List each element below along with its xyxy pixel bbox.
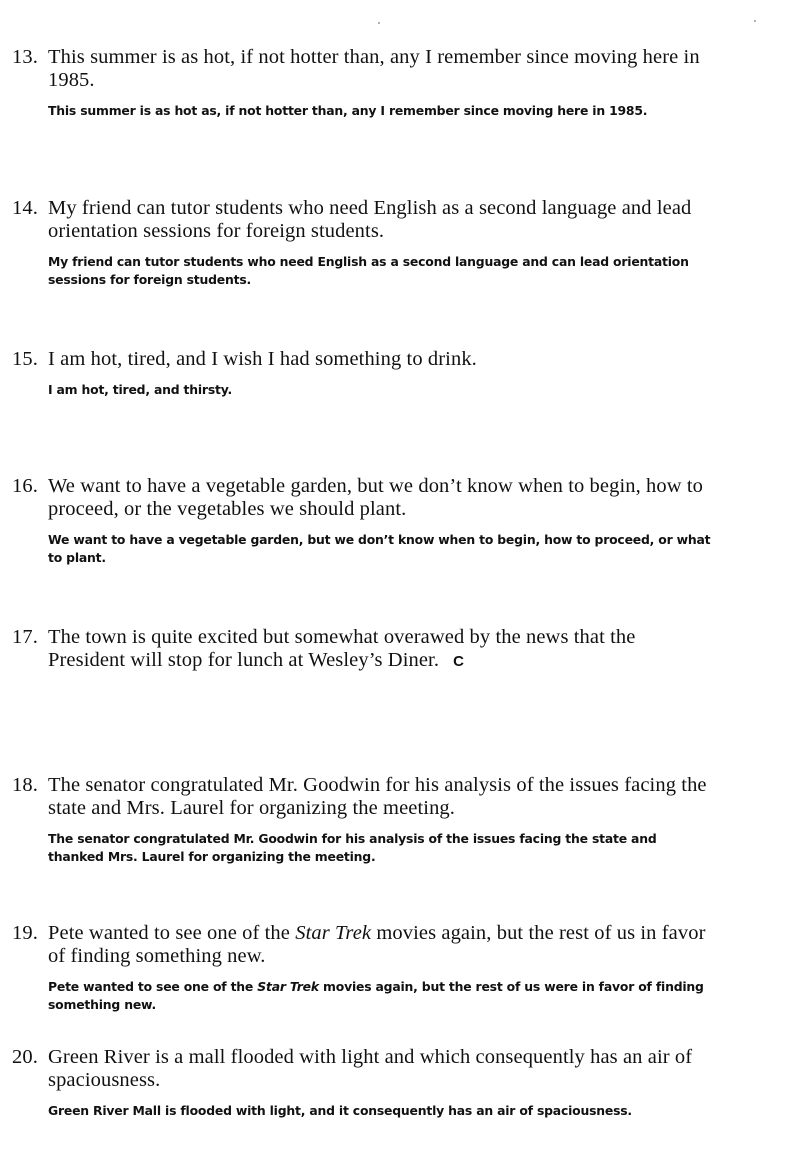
exercise-item-20 — [12, 1046, 712, 1120]
exercise-item-13 — [12, 46, 712, 120]
exercise-item-17 — [12, 626, 712, 673]
item-number: 15. — [12, 348, 38, 370]
item-number: 18. — [12, 774, 38, 796]
exercise-item-19 — [12, 922, 712, 1014]
exercise-item-14 — [12, 197, 712, 289]
original-sentence — [12, 922, 712, 968]
original-sentence — [12, 1046, 712, 1092]
original-sentence — [12, 197, 712, 243]
revised-sentence: We want to have a vegetable garden, but we don’t know when to begin, how to proceed, or what to plant. — [48, 532, 711, 565]
original-sentence — [12, 46, 712, 92]
original-sentence-text: We want to have a vegetable garden, but we don’t know when to begin, how to proceed, or the vegetables we should plant. — [48, 475, 704, 520]
original-sentence-text: The senator congratulated Mr. Goodwin for his analysis of the issues facing the state and Mrs. Laurel for organizing the meeting. — [48, 774, 707, 819]
revised-sentence — [48, 978, 712, 1014]
original-sentence-end: movies again, but the rest of us in favor of finding something new. — [48, 922, 706, 967]
item-number: 20. — [12, 1046, 38, 1068]
movie-title: Star Trek — [257, 979, 319, 994]
exercise-item-18 — [12, 774, 712, 866]
revised-sentence-end: movies again, but the rest of us were in favor of finding something new. — [48, 979, 704, 1012]
original-sentence-words: The town is quite excited but somewhat overawed by the news that the President will stop for lunch at Wesley’s Diner. — [48, 626, 636, 671]
original-sentence — [12, 774, 712, 820]
item-number: 13. — [12, 46, 38, 68]
exercise-item-16 — [12, 475, 712, 567]
revised-sentence-start: Pete wanted to see one of the — [48, 979, 258, 994]
item-number: 14. — [12, 197, 38, 219]
original-sentence-text — [48, 626, 712, 673]
movie-title: Star Trek — [295, 922, 372, 944]
original-sentence-text: My friend can tutor students who need English as a second language and lead orientation sessions for foreign students. — [48, 197, 692, 242]
original-sentence-text — [48, 922, 712, 968]
original-sentence-start: Pete wanted to see one of the — [48, 922, 296, 944]
original-sentence-text: This summer is as hot, if not hotter than, any I remember since moving here in 1985. — [48, 46, 700, 91]
revised-sentence: My friend can tutor students who need English as a second language and can lead orientation sessions for foreign students. — [48, 254, 689, 287]
item-number: 16. — [12, 475, 38, 497]
scan-speck — [378, 22, 380, 24]
original-sentence-text: Green River is a mall flooded with light and which consequently has an air of spaciousness. — [48, 1046, 693, 1091]
revised-sentence: This summer is as hot as, if not hotter than, any I remember since moving here in 1985. — [48, 103, 648, 118]
original-sentence-text: I am hot, tired, and I wish I had something to drink. — [48, 348, 477, 370]
original-sentence — [12, 626, 712, 673]
revised-sentence: Green River Mall is flooded with light, and it consequently has an air of spaciousness. — [48, 1103, 632, 1118]
correct-mark: C — [453, 653, 465, 670]
original-sentence — [12, 475, 712, 521]
original-sentence — [12, 348, 712, 371]
item-number: 19. — [12, 922, 38, 944]
scan-speck — [754, 20, 756, 22]
exercise-item-15 — [12, 348, 712, 399]
item-number: 17. — [12, 626, 38, 648]
revised-sentence: The senator congratulated Mr. Goodwin for his analysis of the issues facing the state and thanked Mrs. Laurel for organizing the meeting. — [48, 831, 657, 864]
revised-sentence: I am hot, tired, and thirsty. — [48, 382, 232, 397]
